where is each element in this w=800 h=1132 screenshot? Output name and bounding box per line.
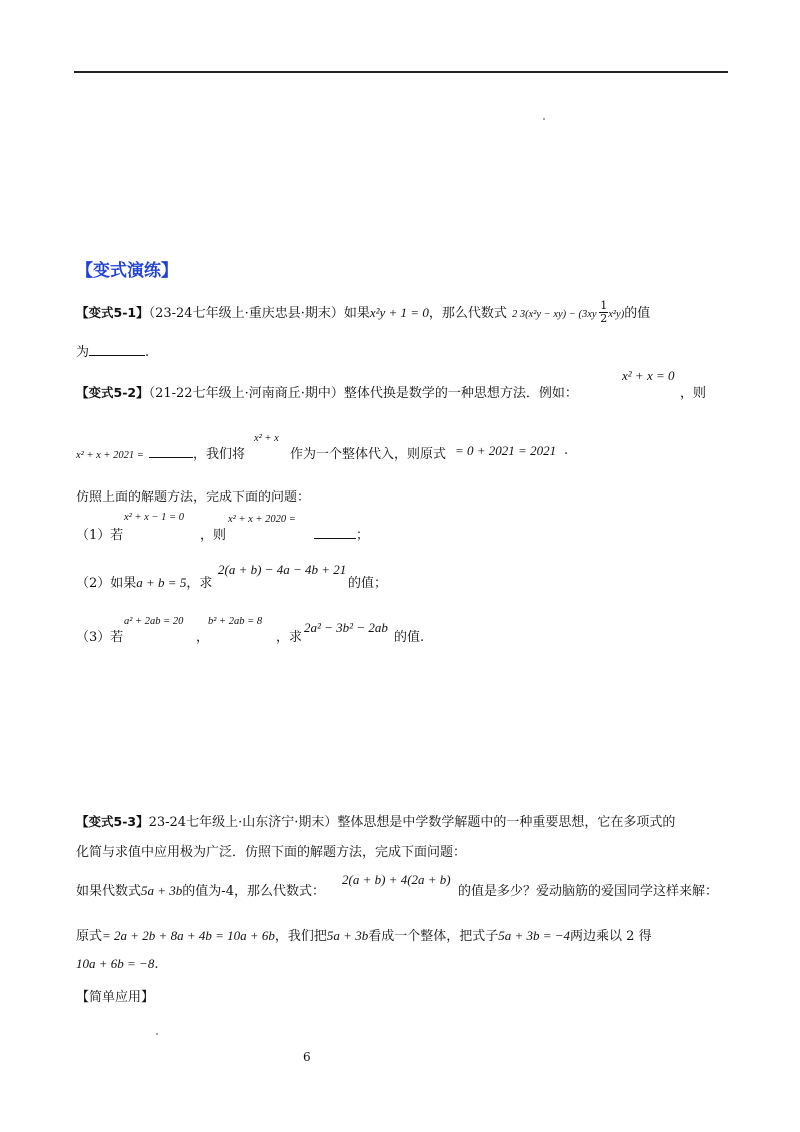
variant-5-2-line1: 【变式5-2】（21-22七年级上·河南商丘·期中）整体代换是数学的一种思想方法．例如： [76, 385, 578, 401]
variant-label: 【变式5-2】 [76, 385, 149, 400]
math-expression: 2 3(x²y − xy) − (3xy [511, 309, 600, 320]
math-whole: x² + x [254, 433, 279, 444]
variant-5-2-line2: x² + x + 2021 = ，我们将 [76, 447, 245, 462]
variant-label: 【变式5-1】 [76, 305, 149, 320]
page-number: 6 [303, 1050, 311, 1064]
instruction: 仿照上面的解题方法，完成下面的问题： [76, 490, 311, 505]
header-rule [74, 71, 728, 73]
variant-label: 【变式5-3】 [76, 814, 149, 829]
question-3: （3）若 [76, 630, 124, 645]
math-condition: b² + 2ab = 8 [208, 616, 263, 627]
math-condition: a² + 2ab = 20 [124, 616, 184, 627]
answer-blank[interactable] [149, 445, 193, 458]
math-condition: x²y + 1 = 0 [369, 305, 429, 320]
math-condition: x² + x = 0 [622, 368, 675, 383]
math-expression: x² + x + 2020 = [228, 514, 296, 525]
math-condition: x² + x − 1 = 0 [124, 512, 184, 523]
math-condition: a + b = 5 [136, 575, 187, 590]
section-title: 【变式演练】 [76, 261, 178, 281]
math-expression: 10a + 6b = −8 [76, 956, 155, 971]
variant-5-3-line4: 原式= 2a + 2b + 8a + 4b = 10a + 6b，我们把5a + 3b看成一个整体，把式子5a + 3b = −4两边乘以 2 得 [76, 928, 652, 944]
math-expression: x² + x + 2021 = [76, 450, 144, 461]
subheading: 【简单应用】 [76, 990, 155, 1005]
math-expression: 2(a + b) + 4(2a + b) [342, 872, 451, 887]
math-expression: = 2a + 2b + 8a + 4b = 10a + 6b [102, 928, 275, 943]
variant-5-1-line1: 【变式5-1】（23-24七年级上·重庆忠县·期末）如果x²y + 1 = 0，那么代数式 2 3(x²y − xy) − (3xy $\frac{1}{2}$ x²y)的值 [76, 299, 651, 325]
answer-blank[interactable] [314, 526, 356, 539]
speck [543, 118, 545, 120]
question-2: （2）如果a + b = 5，求 [76, 575, 213, 591]
math-expression: 5a + 3b [141, 883, 183, 898]
variant-5-1-line2: 为 . [76, 345, 150, 360]
math-expression: 2(a + b) − 4a − 4b + 21 [218, 562, 347, 577]
fraction: $\frac{1}{2}$ [600, 299, 608, 325]
question-1: （1）若 [76, 528, 124, 543]
variant-5-3-line5: 10a + 6b = −8. [76, 956, 159, 972]
variant-5-3-line1: 【变式5-3】23-24七年级上·山东济宁·期末）整体思想是中学数学解题中的一种重要思想，它在多项式的 [76, 814, 676, 830]
speck [156, 1033, 158, 1035]
variant-5-3-line2: 化简与求值中应用极为广泛．仿照下面的解题方法，完成下面问题： [76, 845, 467, 860]
variant-5-3-line3: 如果代数式5a + 3b的值为-4，那么代数式： [76, 883, 325, 899]
math-expression: 2a² − 3b² − 2ab [304, 620, 388, 635]
answer-blank[interactable] [89, 343, 145, 356]
math-result: = 0 + 2021 = 2021 [455, 443, 557, 458]
